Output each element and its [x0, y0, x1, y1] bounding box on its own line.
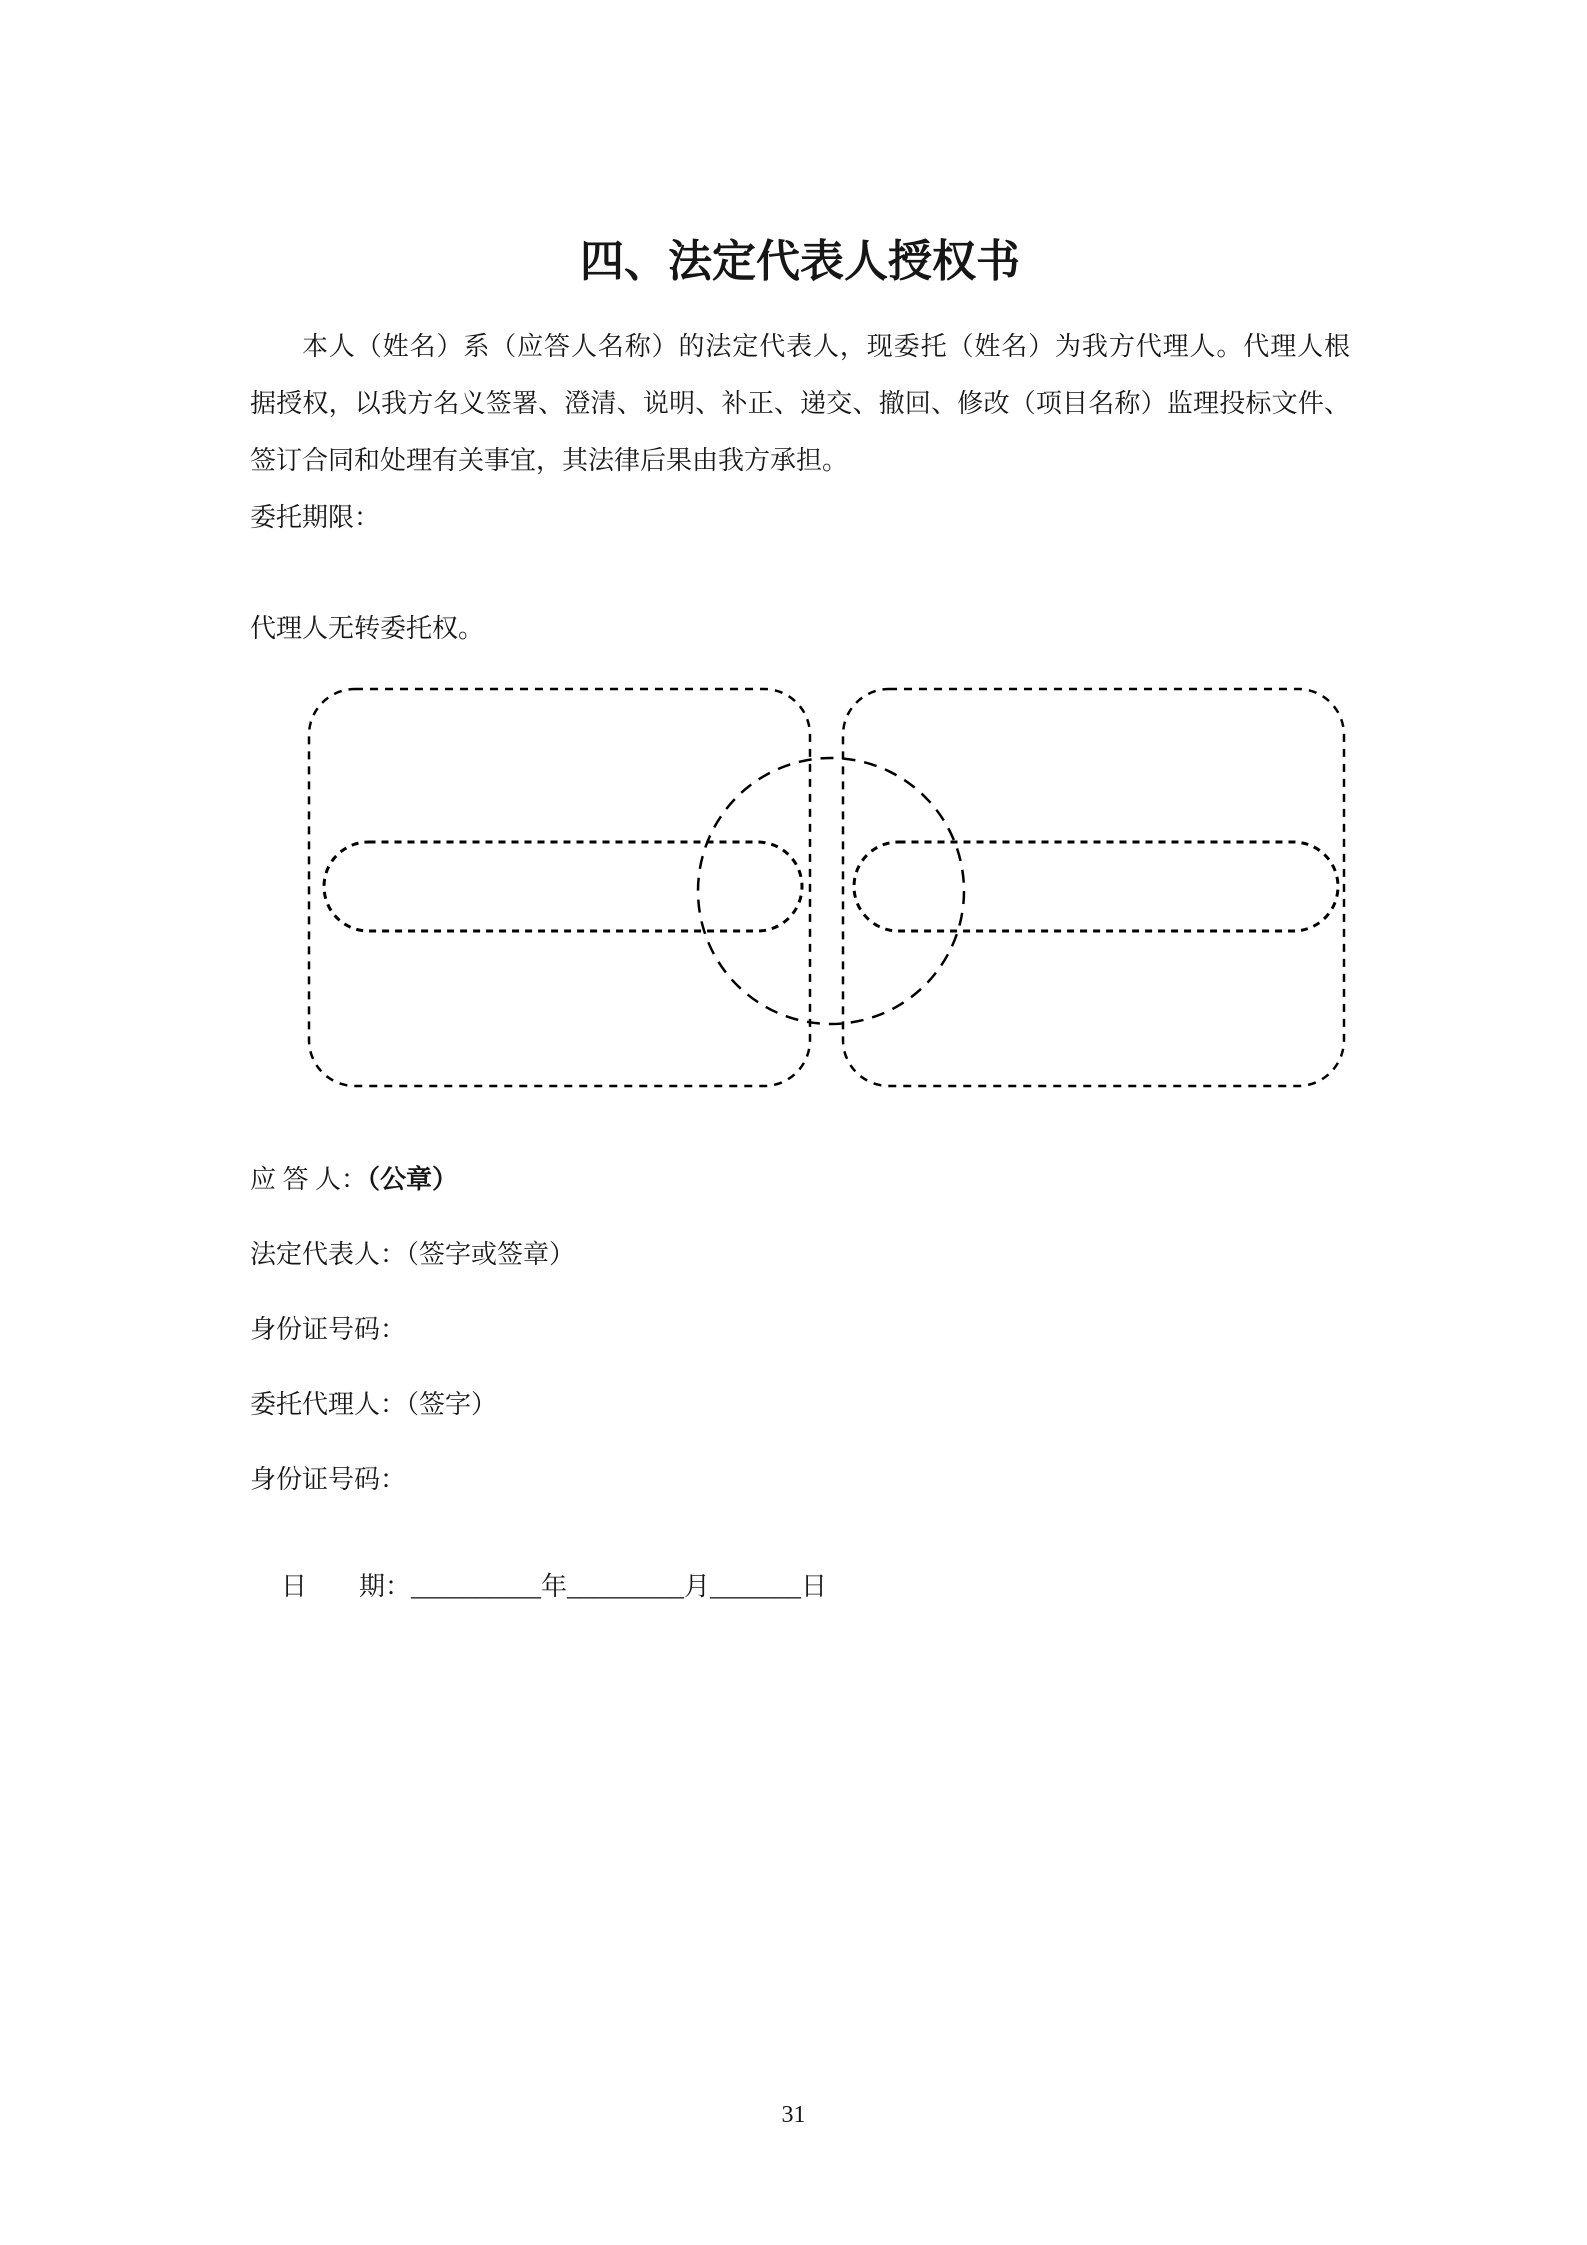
seal-placeholder-shapes: [306, 686, 1348, 1092]
id-number-line-2: 身份证号码：: [250, 1465, 407, 1494]
id-number-line-1: 身份证号码：: [250, 1315, 407, 1344]
paragraph-line-3: 签订合同和处理有关事宜，其法律后果由我方承担。: [250, 446, 849, 475]
official-seal-note: （公章）: [367, 1165, 459, 1194]
signature-block: [250, 1142, 575, 1517]
left-dashed-pill: [324, 842, 802, 931]
right-dashed-rounded-rect: [843, 689, 1344, 1086]
paragraph-line-2: 据授权，以我方名义签署、澄清、说明、补正、递交、撤回、修改（项目名称）监理投标文件、: [250, 389, 1350, 418]
entrusted-agent-line: 委托代理人：（签字）: [250, 1390, 498, 1419]
date-line: 日 期：__________年_________月_______日: [281, 1572, 828, 1601]
authorization-paragraph: [250, 318, 1350, 546]
right-dashed-pill: [854, 842, 1338, 931]
no-subdelegation-note: 代理人无转委托权。: [250, 614, 485, 643]
center-dashed-circle: [698, 758, 964, 1024]
page-title: 四、法定代表人授权书: [580, 237, 1020, 287]
legal-representative-line: 法定代表人：（签字或签章）: [250, 1240, 576, 1269]
respondent-label: 应 答 人：: [250, 1165, 368, 1194]
page-number: 31: [781, 2102, 806, 2128]
respondent-line: [250, 1142, 575, 1217]
left-dashed-rounded-rect: [309, 689, 810, 1086]
paragraph-line-1: 本人（姓名）系（应答人名称）的法定代表人，现委托（姓名）为我方代理人。代理人根: [302, 332, 1350, 361]
seal-placeholder-area: [306, 686, 1348, 1092]
entrust-period-label: 委托期限：: [250, 503, 381, 532]
